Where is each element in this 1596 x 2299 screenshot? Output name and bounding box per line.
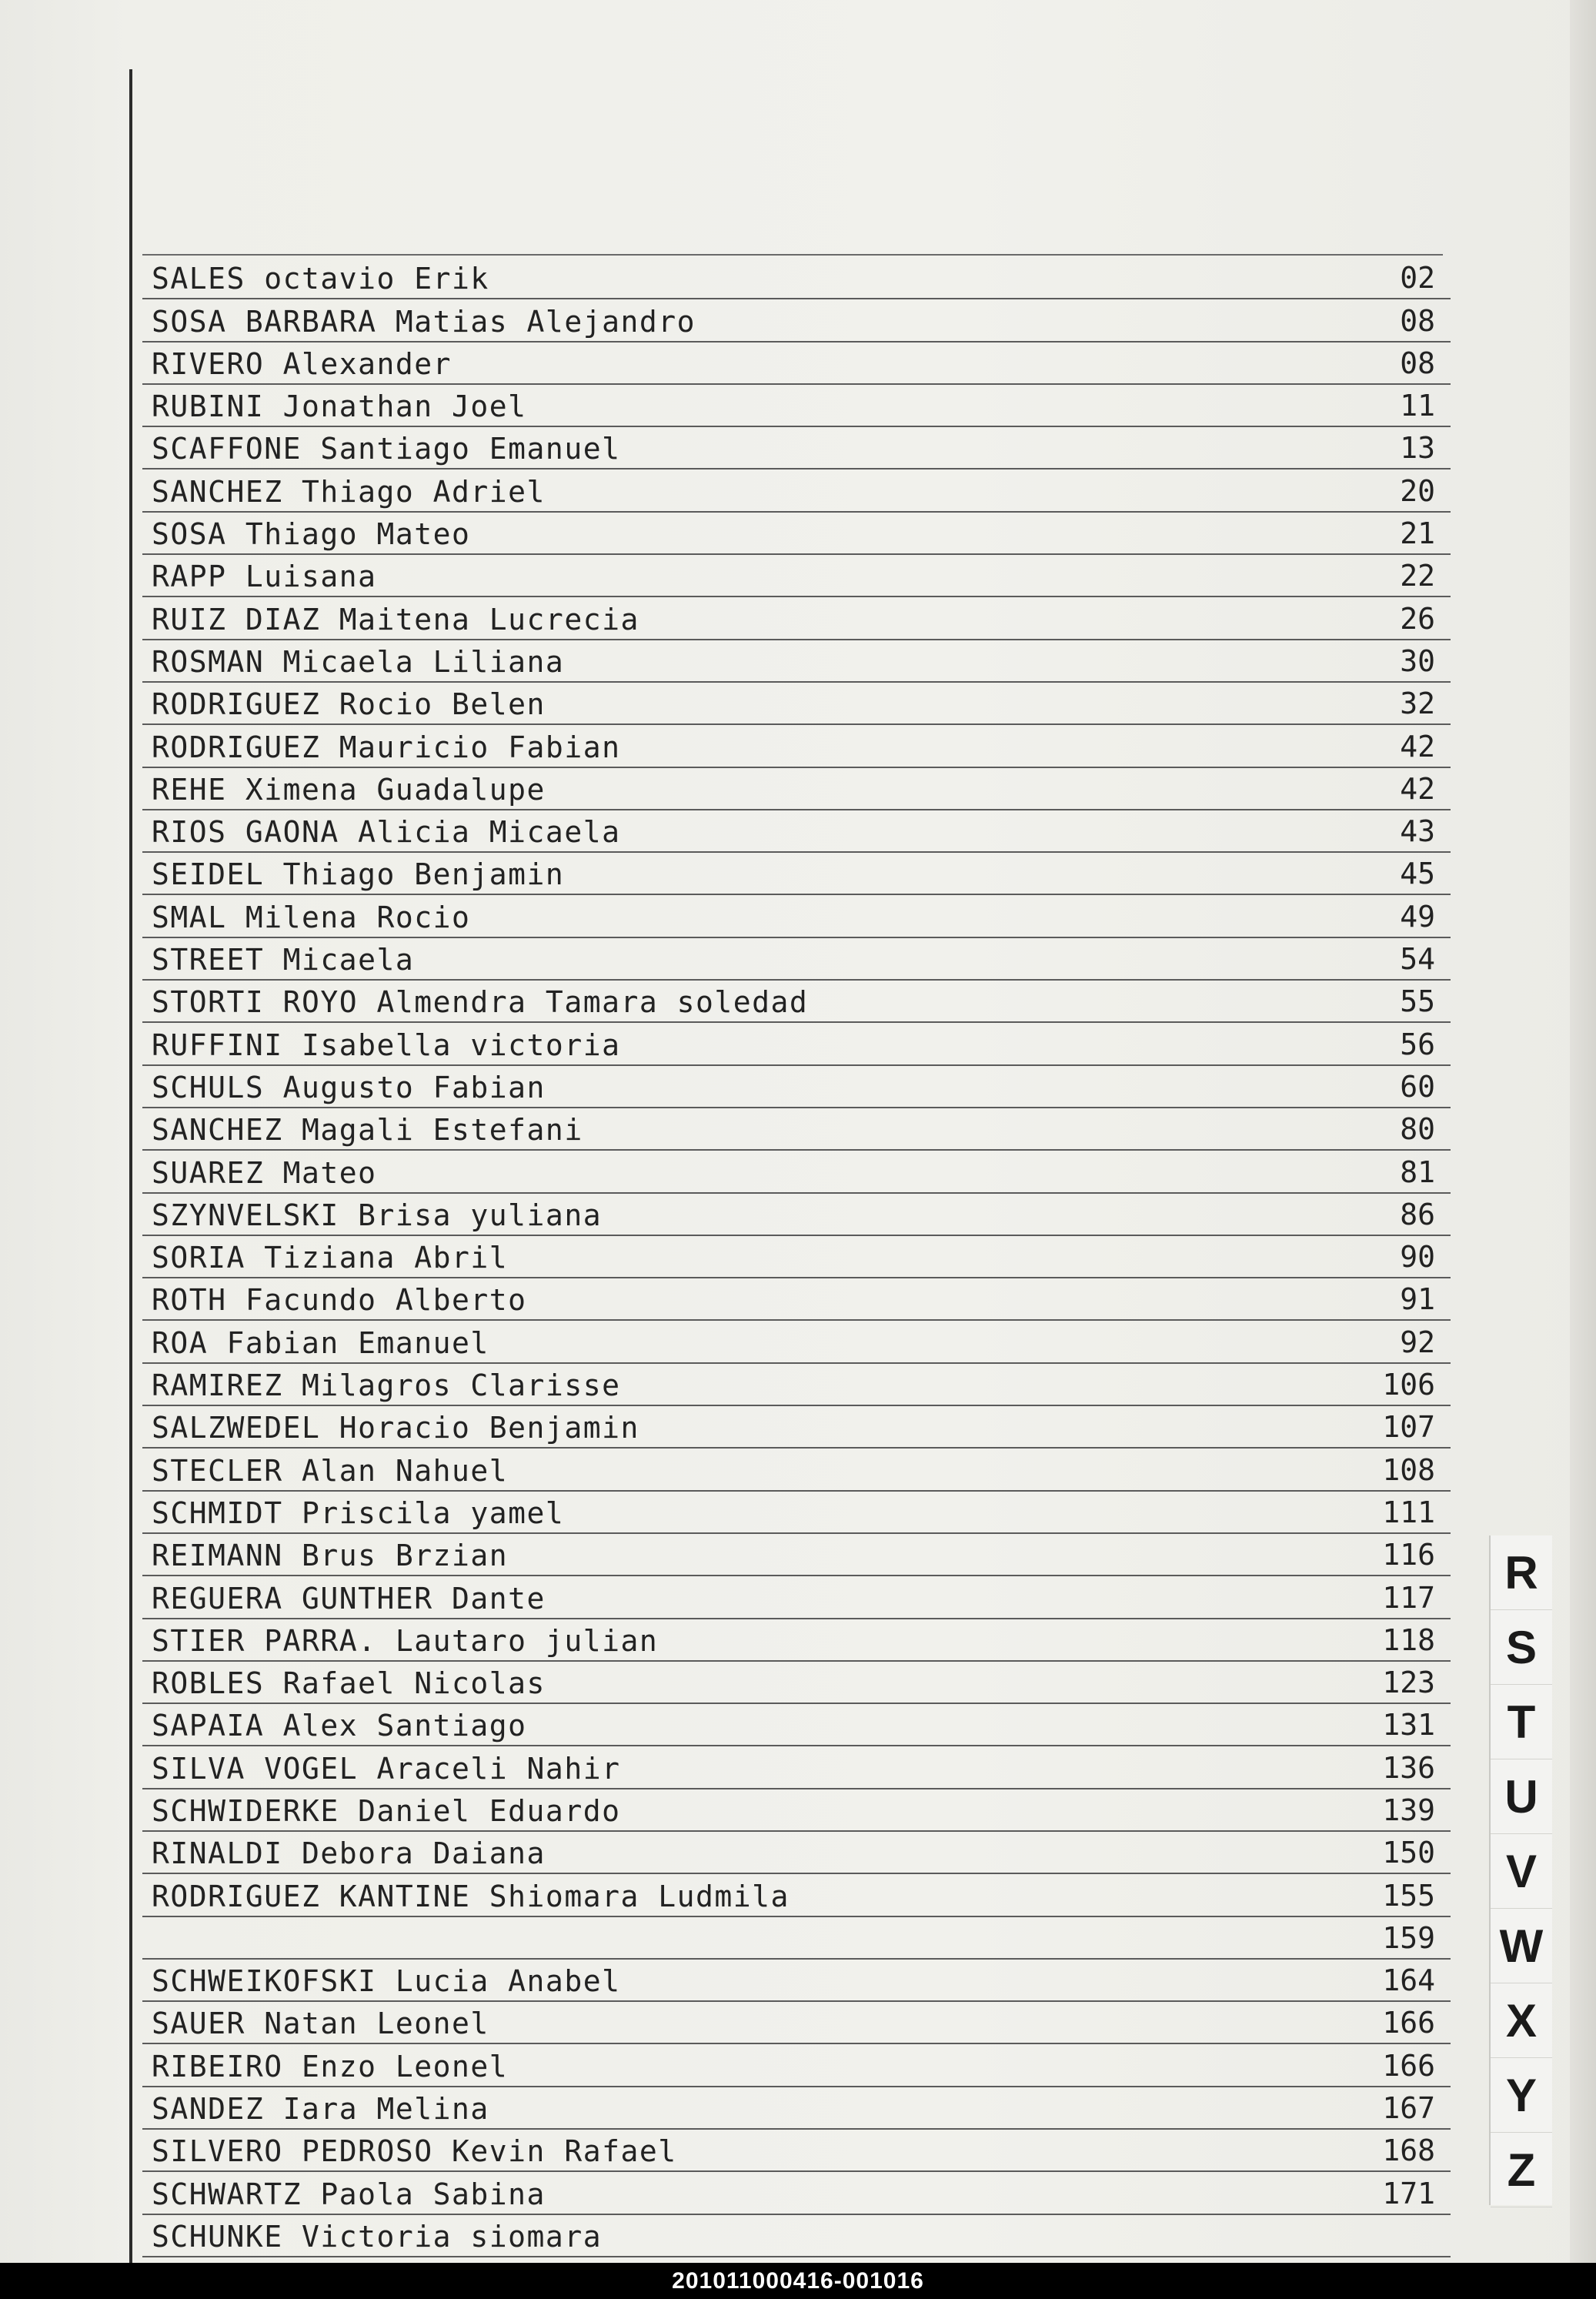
entry-number: 107 <box>1382 1410 1435 1445</box>
ledger-row <box>142 1917 1451 1960</box>
entry-number: 118 <box>1382 1622 1435 1657</box>
entry-number: 159 <box>1382 1920 1435 1955</box>
ledger-row <box>142 1023 1451 1065</box>
ledger-row <box>142 895 1451 937</box>
entry-number: 168 <box>1382 2134 1435 2168</box>
entry-number: 150 <box>1382 1836 1435 1870</box>
entry-number: 166 <box>1382 2006 1435 2040</box>
entry-name: REGUERA GUNTHER Dante <box>152 1581 546 1616</box>
ledger-row <box>142 343 1451 385</box>
ledger-row <box>142 2044 1451 2087</box>
ledger-row <box>142 513 1451 555</box>
index-tab[interactable]: W <box>1491 1909 1552 1983</box>
entry-name: SOSA Thiago Mateo <box>152 517 471 552</box>
ledger-row <box>142 2087 1451 2130</box>
entry-number: 21 <box>1400 516 1435 551</box>
entry-name: REHE Ximena Guadalupe <box>152 772 546 807</box>
entry-name: SORIA Tiziana Abril <box>152 1241 509 1275</box>
ledger-row <box>142 853 1451 895</box>
ledger-row <box>142 725 1451 767</box>
index-tab[interactable]: X <box>1491 1983 1552 2058</box>
entry-name: SILVA VOGEL Araceli Nahir <box>152 1751 621 1786</box>
ledger-row <box>142 257 1451 299</box>
entry-number: 55 <box>1400 984 1435 1019</box>
ledger-row <box>142 1874 1451 1916</box>
entry-number: 80 <box>1400 1112 1435 1147</box>
caption-bar <box>0 2263 1596 2299</box>
entry-name: SANDEZ Iara Melina <box>152 2092 489 2127</box>
entry-number: 13 <box>1400 431 1435 466</box>
entry-number: 45 <box>1400 857 1435 891</box>
ledger-row <box>142 640 1451 683</box>
entry-number: 42 <box>1400 771 1435 806</box>
entry-name: SCHWEIKOFSKI Lucia Anabel <box>152 1964 621 1999</box>
ledger-row <box>142 385 1451 427</box>
entry-name: RUIZ DIAZ Maitena Lucrecia <box>152 602 639 637</box>
entry-number: 81 <box>1400 1155 1435 1189</box>
entry-name: SEIDEL Thiago Benjamin <box>152 857 565 892</box>
entry-name: STIER PARRA. Lautaro julian <box>152 1623 659 1658</box>
entry-number: 08 <box>1400 303 1435 338</box>
ledger-row <box>142 2215 1451 2257</box>
ledger-row <box>142 1832 1451 1874</box>
ledger-row <box>142 1321 1451 1363</box>
ledger-row <box>142 1746 1451 1789</box>
ledger-row <box>142 1789 1451 1832</box>
entry-name: SMAL Milena Rocio <box>152 900 471 934</box>
entry-name: SANCHEZ Magali Estefani <box>152 1113 583 1148</box>
entry-name: SALES octavio Erik <box>152 262 489 296</box>
entry-number: 155 <box>1382 1878 1435 1913</box>
entry-name: RAMIREZ Milagros Clarisse <box>152 1368 621 1403</box>
entry-name: SCHULS Augusto Fabian <box>152 1070 546 1104</box>
entry-name: SALZWEDEL Horacio Benjamin <box>152 1411 639 1445</box>
entry-name: SCHWIDERKE Daniel Eduardo <box>152 1793 621 1828</box>
image-caption: 201011000416-001016 <box>672 2267 924 2294</box>
index-tab[interactable]: R <box>1491 1535 1552 1610</box>
alphabet-index-tabs <box>1489 1535 1552 2205</box>
entry-number: 171 <box>1382 2176 1435 2210</box>
entry-number: 56 <box>1400 1027 1435 1061</box>
entry-name: RUFFINI Isabella victoria <box>152 1028 621 1062</box>
entry-number: 92 <box>1400 1325 1435 1359</box>
ledger-row <box>142 1449 1451 1491</box>
entry-name: SUAREZ Mateo <box>152 1155 377 1190</box>
ledger-row <box>142 2002 1451 2044</box>
ledger-list <box>142 257 1451 2254</box>
entry-number: 136 <box>1382 1750 1435 1785</box>
entry-name: STREET Micaela <box>152 943 415 977</box>
entry-number: 108 <box>1382 1452 1435 1487</box>
entry-name: RODRIGUEZ Rocio Belen <box>152 687 546 722</box>
ledger-row <box>142 1236 1451 1278</box>
entry-name: SAUER Natan Leonel <box>152 2007 489 2041</box>
entry-name: SAPAIA Alex Santiago <box>152 1709 527 1743</box>
ledger-row <box>142 1151 1451 1193</box>
ledger-row <box>142 683 1451 725</box>
ledger-row <box>142 768 1451 810</box>
entry-name: REIMANN Brus Brzian <box>152 1539 509 1573</box>
entry-name: SCHMIDT Priscila yamel <box>152 1495 565 1530</box>
entry-name: RIVERO Alexander <box>152 346 452 381</box>
ledger-row <box>142 981 1451 1023</box>
entry-name: SCAFFONE Santiago Emanuel <box>152 432 621 466</box>
top-rule <box>142 254 1443 256</box>
entry-name: ROBLES Rafael Nicolas <box>152 1666 546 1701</box>
entry-number: 111 <box>1382 1495 1435 1529</box>
ledger-row <box>142 1278 1451 1321</box>
entry-number: 164 <box>1382 1963 1435 1998</box>
entry-number: 32 <box>1400 687 1435 721</box>
entry-name: SOSA BARBARA Matias Alejandro <box>152 304 696 339</box>
entry-number: 26 <box>1400 601 1435 636</box>
entry-number: 60 <box>1400 1069 1435 1104</box>
entry-name: SANCHEZ Thiago Adriel <box>152 474 546 509</box>
ledger-row <box>142 1492 1451 1534</box>
entry-number: 43 <box>1400 814 1435 849</box>
entry-number: 106 <box>1382 1368 1435 1402</box>
ledger-row <box>142 1576 1451 1619</box>
ledger-row <box>142 1662 1451 1704</box>
entry-name: SZYNVELSKI Brisa yuliana <box>152 1198 603 1232</box>
entry-number: 30 <box>1400 643 1435 678</box>
entry-number: 22 <box>1400 559 1435 593</box>
ledger-row <box>142 597 1451 640</box>
index-tab[interactable]: Y <box>1491 2058 1552 2133</box>
ledger-row <box>142 1534 1451 1576</box>
ledger-row <box>142 555 1451 597</box>
entry-name: SCHWARTZ Paola Sabina <box>152 2177 546 2211</box>
index-tab[interactable]: V <box>1491 1834 1552 1909</box>
entry-name: STORTI ROYO Almendra Tamara soledad <box>152 985 809 1020</box>
index-tab[interactable]: S <box>1491 1610 1552 1685</box>
entry-name: RIBEIRO Enzo Leonel <box>152 2049 509 2083</box>
entry-number: 91 <box>1400 1282 1435 1317</box>
entry-name: ROSMAN Micaela Liliana <box>152 644 565 679</box>
entry-name: RIOS GAONA Alicia Micaela <box>152 815 621 850</box>
entry-number: 139 <box>1382 1793 1435 1827</box>
entry-name: ROA Fabian Emanuel <box>152 1325 489 1360</box>
ledger-row <box>142 1619 1451 1662</box>
ledger-row <box>142 1406 1451 1449</box>
entry-name: RAPP Luisana <box>152 560 377 594</box>
entry-name: RINALDI Debora Daiana <box>152 1836 546 1871</box>
entry-number: 42 <box>1400 729 1435 764</box>
ledger-row <box>142 427 1451 469</box>
entry-name: SCHUNKE Victoria siomara <box>152 2219 603 2254</box>
entry-name: SILVERO PEDROSO Kevin Rafael <box>152 2134 677 2169</box>
entry-name: RODRIGUEZ KANTINE Shiomara Ludmila <box>152 1879 790 1913</box>
entry-number: 54 <box>1400 942 1435 977</box>
entry-name: RODRIGUEZ Mauricio Fabian <box>152 730 621 764</box>
index-tab[interactable]: Z <box>1491 2133 1552 2207</box>
entry-number: 131 <box>1382 1708 1435 1743</box>
entry-number: 11 <box>1400 389 1435 423</box>
index-tab[interactable]: T <box>1491 1685 1552 1759</box>
ledger-row <box>142 2130 1451 2172</box>
entry-number: 116 <box>1382 1538 1435 1572</box>
entry-number: 02 <box>1400 261 1435 296</box>
entry-number: 86 <box>1400 1197 1435 1231</box>
ledger-row <box>142 1108 1451 1151</box>
margin-line <box>129 69 132 2263</box>
ledger-row <box>142 810 1451 853</box>
ledger-row <box>142 469 1451 512</box>
entry-name: RUBINI Jonathan Joel <box>152 389 527 424</box>
index-tab[interactable]: U <box>1491 1759 1552 1834</box>
ledger-row <box>142 1364 1451 1406</box>
entry-number: 123 <box>1382 1666 1435 1700</box>
ledger-row <box>142 1960 1451 2002</box>
entry-number: 49 <box>1400 899 1435 934</box>
adjacent-page-edge <box>1570 0 1596 2263</box>
entry-number: 08 <box>1400 346 1435 380</box>
entry-number: 166 <box>1382 2048 1435 2083</box>
ledger-row <box>142 1704 1451 1746</box>
entry-name: STECLER Alan Nahuel <box>152 1453 509 1488</box>
ledger-row <box>142 1194 1451 1236</box>
entry-number: 167 <box>1382 2091 1435 2126</box>
entry-number: 20 <box>1400 473 1435 508</box>
entry-number: 117 <box>1382 1580 1435 1615</box>
ledger-row <box>142 1066 1451 1108</box>
entry-name: ROTH Facundo Alberto <box>152 1283 527 1318</box>
ledger-row <box>142 938 1451 981</box>
ledger-row <box>142 2172 1451 2214</box>
ledger-row <box>142 299 1451 342</box>
entry-number: 90 <box>1400 1240 1435 1275</box>
